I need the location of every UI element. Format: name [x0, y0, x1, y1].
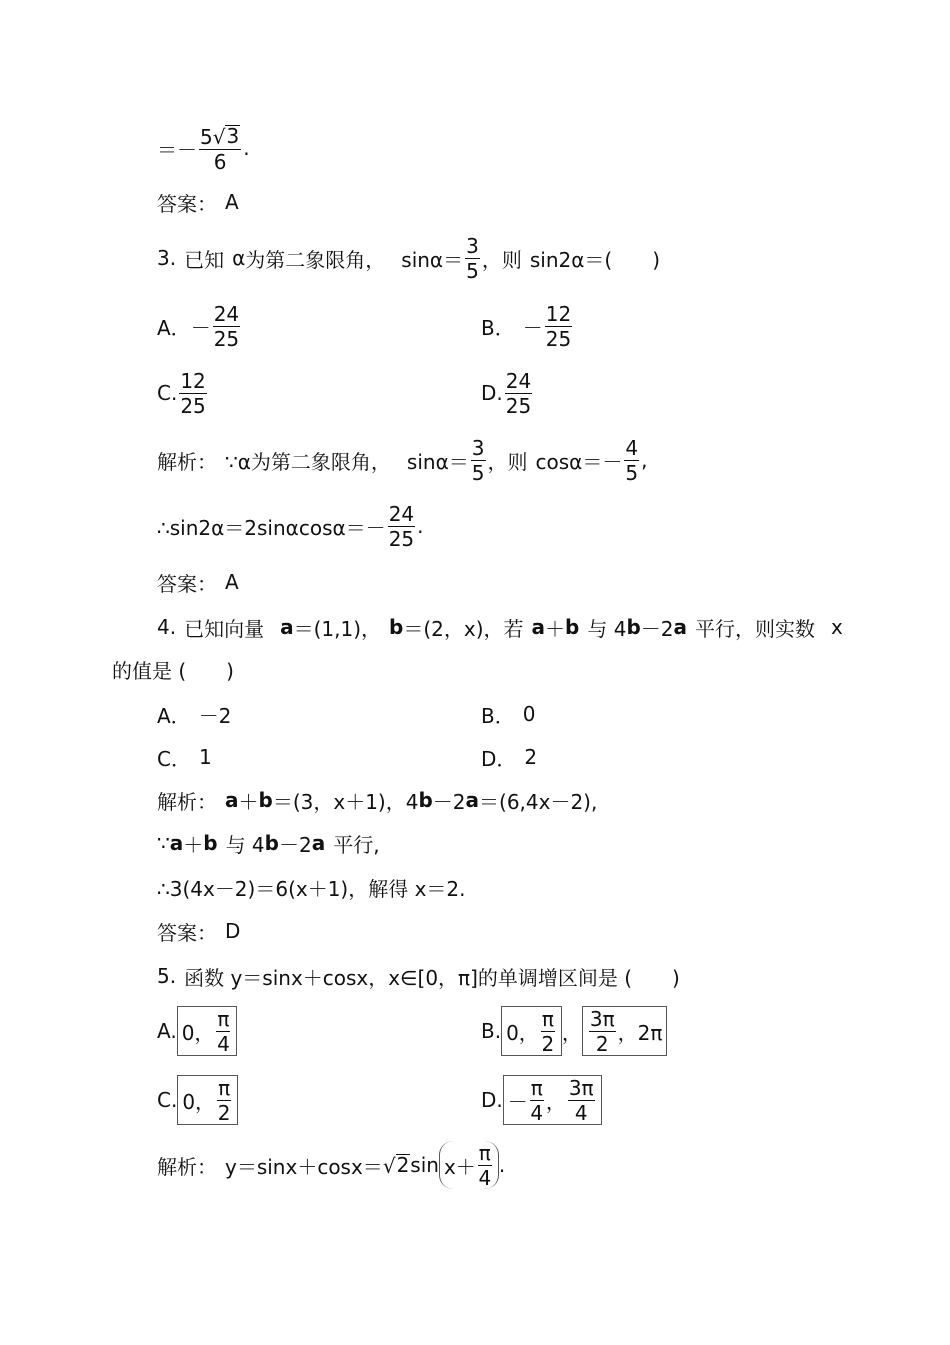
option-d: D. － $\frac{\pi}{4}$ ， $\frac{3\pi}{4}$ [481, 1070, 602, 1130]
solution-3: 解析： ∵α为第二象限角， sinα＝ $\frac{3}{5}$ ，则 cosα＝－ $\frac{4}{5}$ , [157, 435, 648, 485]
continued-result: ＝－ 5 √ 3 6 . [157, 123, 250, 174]
question-3: 3. 已知 α 为第二象限角， sinα＝ $\frac{3}{5}$ ，则 sin2α＝( ) [157, 233, 661, 283]
question-4: 4. 已知向量 a ＝(1,1)， b ＝(2，x)，若 a ＋ b 与 4 b －2 a 平行，则实数 x [157, 615, 843, 641]
solution-4-line3: ∴3(4x－2)＝6(x＋1)，解得 x＝2. [157, 876, 466, 901]
solution-3-result: ∴sin2α＝2sinαcosα＝－ $\frac{24}{25}$ . [157, 501, 424, 551]
option-d: D. $\frac{24}{25}$ [481, 368, 532, 418]
solution-4: 解析： a ＋ b ＝(3，x＋1)，4 b －2 a ＝(6,4x－2), [157, 788, 598, 814]
option-c: C. 0， $\frac{\pi}{2}$ [157, 1070, 238, 1130]
option-c: C． 1 [157, 745, 212, 771]
option-b: B． 0 [481, 702, 536, 728]
option-b: B． － $\frac{12}{25}$ [481, 301, 572, 351]
solution-5: 解析： y＝sinx＋cosx＝ √ 2 sin x＋ $\frac{\pi}{4}$ . [157, 1140, 506, 1190]
question-5: 5. 函数 y＝sinx＋cosx，x∈[0，π]的单调增区间是 ( ) [157, 964, 680, 990]
answer-line: 答案： A [157, 190, 239, 216]
answer-line: 答案： A [157, 570, 239, 596]
option-a: A. 0， $\frac{\pi}{4}$ [157, 1001, 237, 1061]
option-c: C. $\frac{12}{25}$ [157, 368, 206, 418]
answer-line: 答案： D [157, 919, 241, 945]
option-b: B. 0， $\frac{\pi}{2}$ ， $\frac{3\pi}{2}$ ，2π [481, 1001, 667, 1061]
question-4-cont: 的值是 ( ) [112, 658, 234, 683]
option-a: A． －2 [157, 703, 232, 728]
solution-4-line2: ∵ a ＋ b 与 4 b －2 a 平行, [157, 831, 380, 857]
option-a: A． － $\frac{24}{25}$ [157, 301, 240, 351]
option-d: D． 2 [481, 745, 538, 771]
